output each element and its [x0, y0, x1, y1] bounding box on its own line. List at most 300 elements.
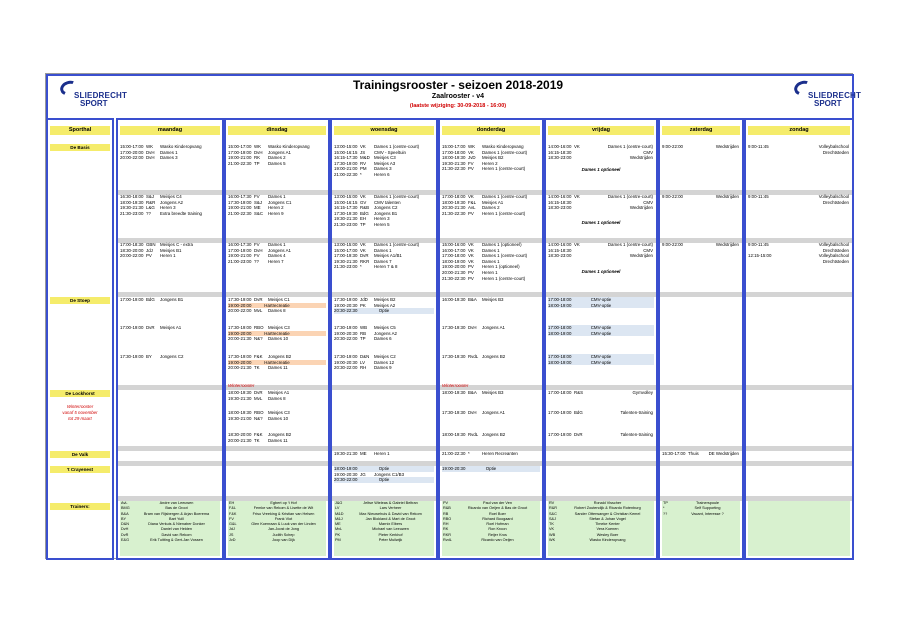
entry-time: 19:00-20:00	[228, 302, 252, 308]
column-header-vrijdag: vrijdag	[548, 126, 654, 135]
trainer-code: G&L	[229, 522, 237, 527]
trainer-name: Femke van Rekom & Lisette de Wit	[253, 506, 314, 511]
trainer-code: F&L	[229, 506, 236, 511]
schedule-block	[334, 325, 434, 342]
schedule-entry	[334, 222, 434, 228]
entry-team: Meisjes A1/B1	[374, 253, 402, 259]
schedule-entry	[548, 253, 654, 259]
column-header-zaterdag: zaterdag	[662, 126, 740, 135]
trainer-row	[120, 538, 220, 543]
entry-team: Dames 1 (centre-court)	[482, 194, 528, 199]
entry-time: 18:30-20:00	[228, 432, 252, 437]
schedule-block	[548, 325, 654, 336]
entry-time: 17:30-19:00	[120, 354, 144, 359]
entry-time: 18:00-19:30	[442, 199, 466, 205]
entry-trainer-code: VK	[468, 247, 474, 253]
schedule-block	[228, 144, 326, 166]
venue-stoep: De Stoep	[50, 297, 110, 304]
trainers-block	[662, 501, 740, 556]
entry-team: Dames 10	[268, 415, 289, 421]
row-separator	[332, 385, 436, 390]
entry-team: Dames 2	[268, 155, 286, 161]
entry-team: Dames 1	[160, 149, 178, 155]
winter-note-line: tot 29 maart	[68, 416, 92, 421]
entry-trainer-code: D&N	[360, 354, 370, 359]
entry-time: 17:00-18:00	[548, 390, 572, 395]
entry-trainer-code: PK	[360, 302, 366, 308]
entry-trainer-code: VK	[360, 194, 366, 199]
entry-team: Dames 1 (centre-court)	[374, 194, 420, 199]
entry-team: Jongens B2	[482, 432, 506, 437]
entry-team: Meisjes A2	[374, 302, 396, 308]
entry-trainer-code: PV	[468, 269, 474, 275]
entry-team: CMV-optie	[590, 359, 612, 365]
trainers-block	[442, 501, 540, 556]
schedule-block	[228, 432, 326, 443]
trainer-name: Pieter Kerkhof	[378, 532, 403, 537]
row-separator	[118, 446, 222, 451]
entry-team: Dames 5	[268, 160, 286, 166]
entry-trainer-code: RK	[254, 155, 261, 161]
column-donderdag	[438, 118, 544, 560]
entry-time: 21:30-23:00	[120, 210, 144, 216]
entry-team: Dames 12	[374, 359, 395, 365]
entry-time: 14:00-16:00	[548, 144, 572, 149]
entry-time: 19:00-20:00	[228, 330, 252, 336]
schedule-entry	[748, 150, 850, 156]
trainer-name: Reijer Kros	[488, 532, 507, 537]
entry-team: Heren 1 (centre-court)	[482, 275, 526, 281]
schedule-entry	[548, 205, 654, 211]
entry-team: Jongens A1	[482, 410, 505, 415]
schedule-block	[120, 354, 220, 360]
logo-line2: SPORT	[80, 99, 108, 108]
entry-trainer-code: B&A	[468, 390, 477, 395]
schedule-block	[120, 144, 220, 161]
schedule-entry	[120, 325, 220, 331]
schedule-block	[334, 194, 434, 228]
column-header-donderdag: donderdag	[442, 126, 540, 135]
row-separator	[546, 446, 656, 451]
column-maandag	[116, 118, 224, 560]
dames1-optioneel-note: Dames 1 optioneel	[581, 167, 621, 172]
entry-time: 17:30-19:30	[442, 410, 466, 415]
trainer-code: PK	[335, 532, 341, 537]
entry-trainer-code: JS	[360, 149, 366, 155]
schedule-block	[442, 242, 540, 281]
row-separator	[746, 461, 852, 466]
entry-time: 16:15-18:30	[548, 199, 572, 205]
schedule-entry	[748, 200, 850, 206]
entry-time: 17:00-19:00	[120, 297, 144, 302]
entry-time: 13:00-15:00	[334, 242, 358, 247]
entry-trainer-code: EH	[360, 216, 367, 222]
entry-trainer-code: RB	[360, 330, 367, 336]
trainers-block	[748, 501, 850, 556]
entry-time: 18:00-19:30	[442, 390, 466, 395]
row-separator	[226, 446, 328, 451]
schedule-entry	[120, 155, 220, 161]
entry-time: 15:00-17:00	[334, 247, 358, 253]
entry-trainer-code: *	[360, 264, 362, 270]
entry-trainer-code: BdG	[146, 297, 155, 302]
entry-time: 17:00-19:00	[120, 325, 144, 330]
entry-team: Dames 8	[268, 308, 286, 314]
trainer-code: M&J	[335, 516, 343, 521]
entry-trainer-code: F&K	[254, 354, 263, 359]
trainer-code: JvD	[229, 538, 236, 543]
trainers-block	[120, 501, 220, 556]
entry-trainer-code: VK	[360, 247, 366, 253]
trainer-code: BY	[121, 516, 127, 521]
trainer-name: Glen Koenraan & Luuk van der Linden	[251, 522, 316, 527]
schedule-block	[442, 432, 540, 438]
entry-time: 20:30-22:00	[334, 477, 358, 483]
trainer-name: Wasko Kinderopvang	[589, 538, 626, 543]
entry-trainer-code: RBO	[254, 325, 264, 330]
row-separator	[226, 461, 328, 466]
schedule-entry	[442, 166, 540, 172]
schedule-entry	[120, 211, 220, 217]
entry-trainer-code: VK	[360, 242, 366, 247]
schedule-entry	[228, 416, 326, 422]
entry-time: 16:00-19:30	[442, 297, 466, 302]
winter-note-line: vanaf 5 november	[62, 410, 98, 415]
entry-team: Meisjes B2	[374, 297, 396, 302]
entry-trainer-code: F&L	[468, 199, 477, 205]
entry-trainer-code: VK	[468, 258, 474, 264]
entry-trainer-code: VK	[360, 144, 366, 149]
logo-left	[52, 80, 128, 114]
trainer-name: Sander Otterwanger & Christian Kemel	[574, 511, 641, 516]
entry-trainer-code: AvL	[468, 205, 476, 211]
entry-trainer-code: N&?	[254, 415, 263, 421]
entry-trainer-code: WK	[254, 144, 262, 149]
trainer-code: D&N	[121, 522, 130, 527]
entry-trainer-code: PV	[468, 210, 474, 216]
entry-team: Dames 6	[374, 336, 392, 342]
entry-time: 16:15-17:30	[334, 205, 358, 211]
trainer-code: DvH	[121, 527, 129, 532]
entry-time: 13:00-15:00	[334, 144, 358, 149]
entry-time: 9:00-22:00	[662, 194, 683, 199]
entry-team: Meisjes C2	[374, 354, 396, 359]
schedule-entry	[334, 365, 434, 371]
trainer-code: M&D	[335, 511, 344, 516]
row-separator	[660, 461, 742, 466]
trainer-name: Roel Boer	[489, 511, 506, 516]
winter-note	[50, 404, 110, 422]
entry-time: 19:30-21:30	[120, 205, 144, 211]
entry-team: Dames 1 (optioneel)	[482, 242, 522, 247]
logo-line1: SLIEDRECHT	[74, 91, 128, 100]
schedule-entry	[120, 297, 220, 303]
entry-time: 14:00-16:00	[548, 242, 572, 247]
entry-time: 19:30-21:30	[228, 395, 252, 401]
entry-time: 20:00-22:00	[120, 253, 144, 259]
trainer-code: R&B	[443, 506, 451, 511]
entry-team: CMV	[643, 149, 653, 155]
schedule-block	[442, 390, 540, 396]
entry-time: 19:00-20:30	[334, 471, 358, 477]
entry-time: 19:30-21:00	[228, 415, 252, 421]
entry-trainer-code: S&J	[146, 194, 155, 199]
schedule-entry	[334, 336, 434, 342]
entry-time: 15:00-17:00	[228, 144, 252, 149]
trainer-row	[442, 538, 540, 543]
entry-time: 21:30-23:00	[334, 221, 358, 227]
schedule-block	[748, 242, 850, 264]
schedule-entry	[120, 253, 220, 259]
trainer-code: ??	[663, 511, 668, 516]
entry-team: Heren 1 (optioneel)	[482, 264, 520, 270]
entry-team: Volleybalschool	[818, 253, 849, 259]
schedule-entry	[120, 354, 220, 360]
entry-team: Gymvolley	[632, 390, 653, 395]
last-updated: (laatste wijziging: 30-09-2018 - 16:00)	[409, 103, 507, 109]
column-woensdag	[330, 118, 438, 560]
trainer-code: *	[663, 506, 665, 511]
entry-time: 19:00-20:00	[228, 359, 252, 365]
page-subtitle: Zaalrooster - v4	[431, 93, 485, 100]
entry-team: Meisjes C4	[160, 194, 182, 199]
trainer-code: TK	[549, 522, 554, 527]
schedule-block	[442, 451, 540, 457]
entry-team: Dames 1 (centre-court)	[482, 253, 528, 259]
schedule-entry	[548, 410, 654, 416]
schedule-entry	[662, 451, 740, 457]
schedule-entry	[662, 242, 740, 248]
entry-time: 15:00-17:00	[442, 144, 466, 149]
trainer-code: S&J	[549, 516, 556, 521]
trainer-code: RH	[443, 522, 449, 527]
entry-team: Hartrecreatie	[264, 330, 290, 336]
entry-trainer-code: S&C	[254, 210, 264, 216]
entry-team: Optie	[378, 466, 390, 471]
schedule-block	[548, 390, 654, 396]
schedule-entry	[662, 194, 740, 200]
entry-trainer-code: DvR	[360, 253, 369, 259]
schedule-entry	[334, 308, 434, 314]
entry-trainer-code: ??	[146, 210, 151, 216]
entry-team: Jongens A1	[482, 325, 505, 330]
schedule-block	[748, 194, 850, 205]
entry-time: 21:00-22:30	[334, 171, 358, 177]
entry-trainer-code: TP	[360, 336, 366, 342]
entry-time: 20:30-22:30	[334, 308, 358, 314]
entry-time: 18:00-19:00	[548, 302, 572, 308]
entry-time: 17:00-18:00	[548, 354, 572, 359]
logo-line1: SLIEDRECHT	[808, 91, 862, 100]
entry-time: 9:00-11:45	[748, 194, 769, 199]
entry-time: 18:00-19:00	[548, 330, 572, 336]
entry-team: Dames 9	[374, 365, 392, 371]
column-zondag	[744, 118, 854, 560]
schedule-block	[442, 410, 540, 416]
trainer-name: Peter Muilwijk	[378, 538, 403, 543]
trainer-name: Jan-Joost de Jong	[267, 527, 300, 532]
trainer-name: Ron Kroon	[488, 527, 507, 532]
entry-trainer-code: PV	[146, 253, 152, 259]
entry-team: Meisjes B3	[482, 297, 504, 302]
schedule-entry	[548, 155, 654, 161]
trainer-code: MvL	[335, 527, 343, 532]
entry-time: 17:00-19:00	[228, 247, 252, 253]
entry-trainer-code: R&R	[146, 199, 156, 205]
entry-time: 17:00-19:00	[548, 410, 572, 415]
entry-time: 19:00-21:00	[228, 155, 252, 161]
schedule-entry	[662, 144, 740, 150]
schedule-block	[334, 242, 434, 270]
trainer-name: Vera Koenen	[596, 527, 619, 532]
entry-trainer-code: DvR	[254, 390, 263, 395]
entry-trainer-code: FV	[468, 160, 474, 166]
entry-team: Jongens A2	[160, 199, 183, 205]
entry-team: Dames 1 (centre-court)	[607, 194, 653, 199]
entry-team: Jongens A1	[268, 247, 291, 253]
entry-team: Talenten-training	[620, 432, 653, 437]
entry-time: 20:00-22:00	[120, 155, 144, 161]
entry-team: Dames 3	[374, 166, 392, 172]
trainer-code: RB	[443, 511, 449, 516]
entry-team: Wedstrijden	[715, 194, 739, 199]
entry-team: Meisjes B3	[482, 390, 504, 395]
trainer-name: Trainerspoule	[695, 501, 720, 505]
entry-time: 16:00-17:30	[228, 194, 252, 199]
entry-time: 16:00-17:30	[228, 242, 252, 247]
trainer-name: Friso Vreeking & Kristian van Helsen	[252, 511, 315, 516]
entry-trainer-code: DvR	[574, 432, 583, 437]
entry-trainer-code: R&S	[574, 390, 584, 395]
trainers-block	[334, 501, 434, 556]
entry-trainer-code: VK	[468, 149, 474, 155]
entry-team: Jongens B2	[268, 432, 292, 437]
entry-team: Wasko Kinderopvang	[482, 144, 524, 149]
trainer-name: Bart Yuill	[169, 516, 184, 521]
trainer-name: Robert Zoutendijk & Ricardo Rotenburg	[574, 506, 641, 511]
entry-time: 17:00-18:00	[442, 194, 466, 199]
entry-team: Wasko Kinderopvang	[160, 144, 202, 149]
entry-team: CMV-optie	[590, 330, 612, 336]
column-header-maandag: maandag	[120, 126, 220, 135]
entry-trainer-code: DvH	[146, 155, 155, 161]
entry-team: Dames 10	[268, 336, 289, 342]
trainer-name: Marnix Elbers	[378, 522, 403, 527]
entry-time: 16:00-17:00	[442, 247, 466, 253]
trainer-name: Erik Tuitting & Gert-Jan Vossen	[150, 538, 203, 543]
entry-team: Meisjes A3	[374, 160, 396, 166]
entry-time: 21:00-22:30	[442, 451, 466, 456]
entry-time: 9:00-11:45	[748, 242, 769, 247]
schedule-block	[334, 466, 434, 483]
entry-team: Hartrecreatie	[264, 302, 290, 308]
entry-team: Optie	[378, 477, 390, 483]
entry-time: 17:30-19:00	[334, 354, 358, 359]
entry-team: Dames 1 (centre-court)	[374, 144, 420, 149]
entry-team: Heren 2	[268, 205, 284, 211]
entry-time: 20:30-22:00	[334, 336, 358, 342]
entry-trainer-code: F&K	[254, 432, 263, 437]
entry-team: DE Wedstrijden	[708, 451, 739, 456]
entry-trainer-code: TP	[254, 160, 260, 166]
entry-trainer-code: FV	[254, 242, 260, 247]
schedule-entry	[442, 297, 540, 303]
trainer-name: Jan Blokland & Mart de Groot	[365, 516, 416, 521]
schedule-entry	[228, 396, 326, 402]
entry-team: Heren 1 (centre-court)	[482, 166, 526, 172]
entry-team: Jongens C2	[374, 205, 398, 211]
trainer-row	[548, 538, 654, 543]
entry-trainer-code: TK	[254, 437, 260, 443]
trainer-row	[662, 512, 740, 517]
schedule-block	[228, 410, 326, 421]
entry-team: Optie	[485, 466, 497, 471]
trainer-name: Max Nieuwehuis & David van Rekom	[359, 511, 422, 516]
entry-trainer-code: JdD	[360, 297, 368, 302]
row-separator	[546, 461, 656, 466]
trainer-code: E&G	[121, 538, 130, 543]
entry-trainer-code: R&B	[360, 205, 370, 211]
entry-time: 17:30-19:00	[334, 325, 358, 330]
entry-team: Meisjes C3	[268, 325, 290, 330]
entry-trainer-code: PV	[468, 275, 474, 281]
entry-time: 18:00-19:00	[334, 466, 358, 471]
schedule-block	[334, 451, 434, 457]
entry-time: 21:30-22:30	[442, 275, 466, 281]
entry-time: 20:00-21:30	[228, 336, 252, 342]
entry-time: 18:30-23:00	[548, 205, 572, 211]
winterrooster-label: Winterrooster	[442, 383, 469, 388]
schedule-entry	[228, 308, 326, 314]
entry-trainer-code: TK	[254, 365, 260, 371]
row-separator	[746, 292, 852, 297]
entry-team: CMV	[643, 247, 653, 253]
entry-time: 12:15-15:00	[748, 253, 772, 259]
entry-team: Dames 7	[374, 258, 392, 264]
venue-crayenest: 't Crayenest	[50, 466, 110, 473]
entry-team: Heren 5	[374, 221, 390, 227]
trainer-name: Stefan & Johan Vogel	[589, 516, 626, 521]
schedule-entry	[228, 211, 326, 217]
entry-team: Meisjes B1	[160, 247, 182, 253]
trainer-name: Diana Verkuis & Nienaber Donker	[148, 522, 205, 527]
entry-trainer-code: VK	[574, 242, 580, 247]
entry-trainer-code: VK	[574, 194, 580, 199]
schedule-entry	[442, 390, 540, 396]
entry-time: 19:00-20:30	[334, 359, 358, 365]
entry-time: 18:00-19:30	[442, 155, 466, 161]
schedule-block	[442, 297, 540, 303]
entry-team: Hartrecreatie	[264, 359, 290, 365]
trainer-name: Michael van Leeuwen	[372, 527, 409, 532]
entry-team: Talenten-training	[620, 410, 653, 415]
entry-trainer-code: ME	[254, 205, 261, 211]
column-header-sporthal: Sporthal	[50, 126, 110, 135]
entry-time: 21:30-22:30	[442, 210, 466, 216]
trainer-code: JdJ	[229, 527, 235, 532]
entry-time: 19:00-20:30	[442, 466, 466, 471]
trainer-name: David van Rekom	[161, 532, 192, 537]
schedule-entry	[442, 354, 540, 360]
venue-basis: De Basis	[50, 144, 110, 151]
trainer-code: R&R	[549, 506, 558, 511]
entry-time: 18:00-19:30	[228, 410, 252, 415]
entry-team: Jongens B1	[160, 297, 184, 302]
entry-team: Jongens A1	[268, 149, 291, 155]
entry-trainer-code: JG	[360, 471, 366, 477]
trainer-name: Judith Schep	[272, 532, 295, 537]
dames1-optioneel-note: Dames 1 optioneel	[581, 220, 621, 225]
